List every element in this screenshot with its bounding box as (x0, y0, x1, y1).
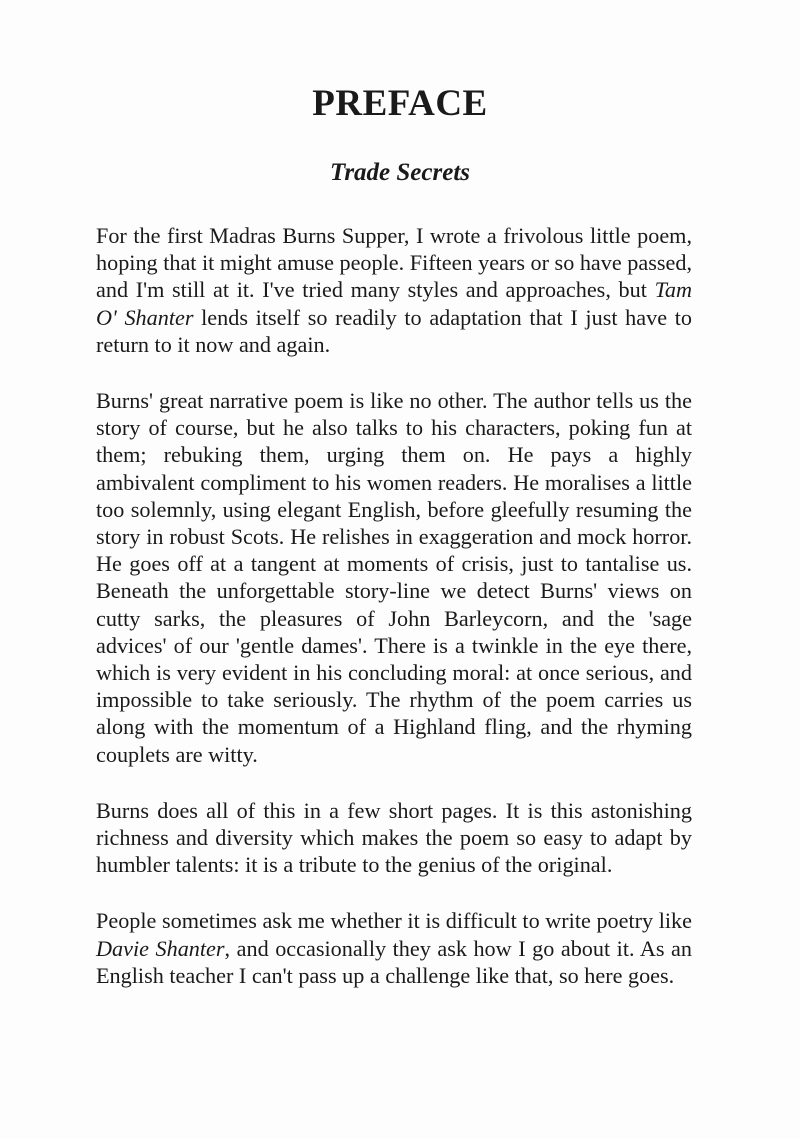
paragraph-3-text: Burns does all of this in a few short pages. It is this astonishing richness and diversity which makes the poem so easy to adapt by humbler talents: it is a tribute to the genius of the original. (96, 797, 692, 878)
paragraph-2 (96, 387, 692, 768)
page-title: PREFACE (312, 83, 488, 124)
paragraph-3 (96, 797, 692, 879)
paragraph-4 (96, 907, 692, 989)
paragraph-1-italic: Tam O' Shanter (96, 277, 692, 330)
body-text (96, 222, 692, 1018)
paragraph-1 (96, 222, 692, 358)
paragraph-4-text-b: , and occasionally they ask how I go about it. As an English teacher I can't pass up a challenge like that, so here goes. (96, 935, 693, 988)
page-subtitle: Trade Secrets (329, 159, 470, 186)
paragraph-1-text-b: lends itself so readily to adaptation that I just have to return to it now and again. (96, 304, 692, 357)
paragraph-1-text-a: For the first Madras Burns Supper, I wrote a frivolous little poem, hoping that it might amuse people. Fifteen years or so have passed, and I'm still at it. I've tried many styles and approaches, but (96, 223, 692, 303)
paragraph-4-italic: Davie Shanter (96, 935, 225, 961)
paragraph-4-text-a: People sometimes ask me whether it is difficult to write poetry like (96, 908, 692, 934)
paragraph-2-text: Burns' great narrative poem is like no other. The author tells us the story of course, but he also talks to his characters, poking fun at them; rebuking them, urging them on. He pays a highly ambivalent compliment to his women readers. He moralises a little too solemnly, using elegant English, before gleefully resuming the story in robust Scots. He relishes in exaggeration and mock horror. He goes off at a tangent at moments of crisis, just to tantalise us. Beneath the unforgettable story-line we detect Burns' views on cutty sarks, the pleasures of John Barleycorn, and the 'sage advices' of our 'gentle dames'. There is a twinkle in the eye there, which is very evident in his concluding moral: at once serious, and impossible to take seriously. The rhythm of the poem carries us along with the momentum of a Highland fling, and the rhyming couplets are witty. (96, 388, 692, 767)
